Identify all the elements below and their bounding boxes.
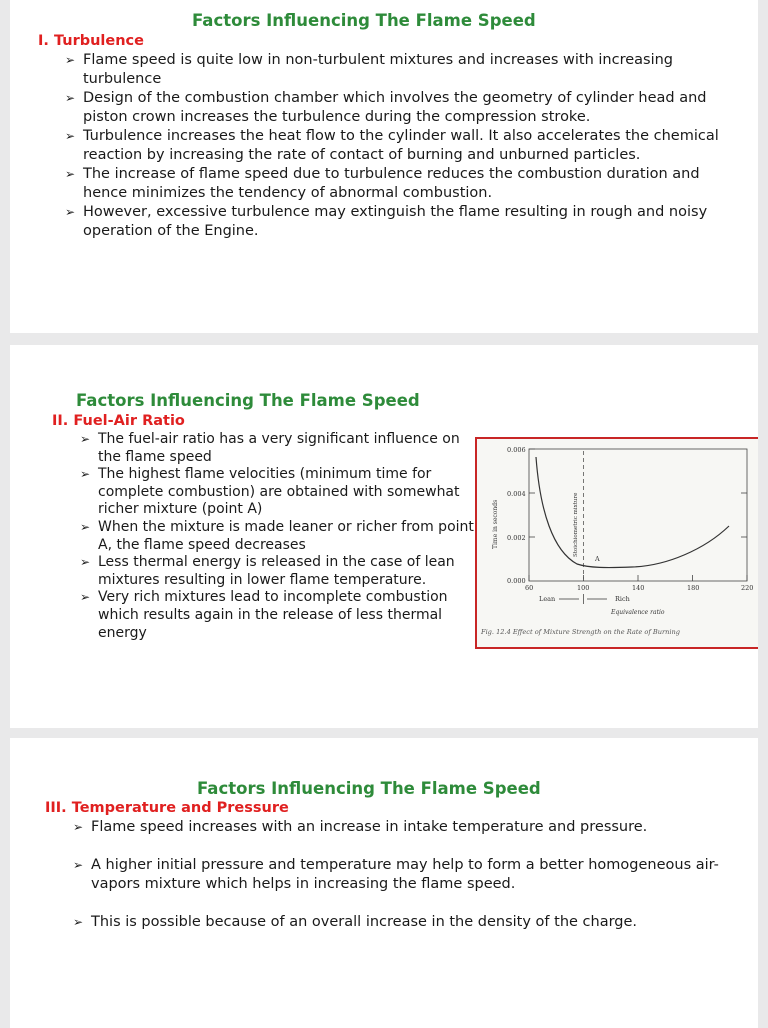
list-item: ➢ When the mixture is made leaner or richer from point A, the flame speed decreases <box>80 518 474 553</box>
burning-rate-plot <box>477 439 758 647</box>
stoichiometric-label: Stoichiometric mixture <box>573 492 579 557</box>
arrow-bullet-icon: ➢ <box>73 820 84 834</box>
list-item: ➢ Design of the combustion chamber which involves the geometry of cylinder head and piston crown increases the turbulence during the compression stroke. <box>65 90 707 125</box>
list-item: ➢ Less thermal energy is released in the case of lean mixtures resulting in lower flame temperature. <box>80 554 455 588</box>
x-tick-label: 100 <box>577 584 590 592</box>
rich-label: Rich <box>615 595 630 603</box>
x-tick-label: 60 <box>525 584 534 592</box>
point-a-label: A <box>595 555 600 563</box>
list-item: ➢ Flame speed increases with an increase in intake temperature and pressure. <box>73 819 648 835</box>
y-axis-label: Time in seconds <box>492 499 499 549</box>
list-item: ➢ The highest flame velocities (minimum time for complete combustion) are obtained with somewhat richer mixture (point A) <box>80 466 460 518</box>
arrow-bullet-icon: ➢ <box>73 858 84 872</box>
list-item: ➢ The increase of flame speed due to turbulence reduces the combustion duration and hence minimizes the tendency of abnormal combustion. <box>65 166 700 201</box>
list-item: ➢ Very rich mixtures lead to incomplete combustion which results again in the release of less thermal energy <box>80 589 448 641</box>
y-tick-label: 0.000 <box>507 577 526 585</box>
arrow-bullet-icon: ➢ <box>80 432 91 446</box>
section-heading: I. Turbulence <box>38 33 144 49</box>
section-heading: III. Temperature and Pressure <box>45 800 289 816</box>
arrow-bullet-icon: ➢ <box>73 915 84 929</box>
bullet-list <box>65 51 735 241</box>
arrow-bullet-icon: ➢ <box>80 519 91 534</box>
section-heading: II. Fuel-Air Ratio <box>52 413 185 429</box>
arrow-bullet-icon: ➢ <box>80 467 91 482</box>
burning-rate-figure <box>475 437 758 649</box>
arrow-bullet-icon: ➢ <box>65 91 76 105</box>
burning-time-curve <box>536 457 729 568</box>
figure-caption: Fig. 12.4 Effect of Mixture Strength on the Rate of Burning <box>481 628 680 636</box>
y-tick-label: 0.002 <box>507 534 526 542</box>
lean-label: Lean <box>539 595 556 603</box>
x-axis-label: Equivalence ratio <box>611 609 665 616</box>
y-tick-label: 0.004 <box>507 490 526 498</box>
list-item: ➢ A higher initial pressure and temperature may help to form a better homogeneous air-vapors mixture which helps in increasing the flame speed. <box>73 857 719 892</box>
list-item: ➢ This is possible because of an overall increase in the density of the charge. <box>73 914 638 930</box>
x-tick-label: 140 <box>632 584 645 592</box>
bullet-list <box>80 431 480 642</box>
list-item: ➢ Flame speed is quite low in non-turbulent mixtures and increases with increasing turbulence <box>65 52 673 87</box>
slide-turbulence <box>10 0 758 333</box>
slide-title: Factors Influencing The Flame Speed <box>76 391 420 410</box>
bullet-list <box>73 818 733 951</box>
slide-temperature-pressure <box>10 738 758 1028</box>
slide-title: Factors Influencing The Flame Speed <box>192 11 536 30</box>
plot-frame <box>529 449 747 581</box>
list-item: ➢ The fuel-air ratio has a very significant influence on the flame speed <box>80 431 460 465</box>
list-item: ➢ However, excessive turbulence may extinguish the flame resulting in rough and noisy operation of the Engine. <box>65 204 708 239</box>
list-item: ➢ Turbulence increases the heat flow to the cylinder wall. It also accelerates the chemical reaction by increasing the rate of contact of burning and unburned particles. <box>65 128 719 163</box>
arrow-bullet-icon: ➢ <box>65 167 76 181</box>
arrow-bullet-icon: ➢ <box>65 205 76 219</box>
arrow-bullet-icon: ➢ <box>80 555 91 570</box>
x-tick-label: 180 <box>687 584 700 592</box>
arrow-bullet-icon: ➢ <box>65 53 76 67</box>
arrow-bullet-icon: ➢ <box>80 590 91 605</box>
slide-title: Factors Influencing The Flame Speed <box>197 779 541 798</box>
arrow-bullet-icon: ➢ <box>65 129 76 143</box>
x-tick-label: 220 <box>741 584 754 592</box>
y-tick-label: 0.006 <box>507 446 526 454</box>
slide-fuel-air-ratio <box>10 345 758 728</box>
